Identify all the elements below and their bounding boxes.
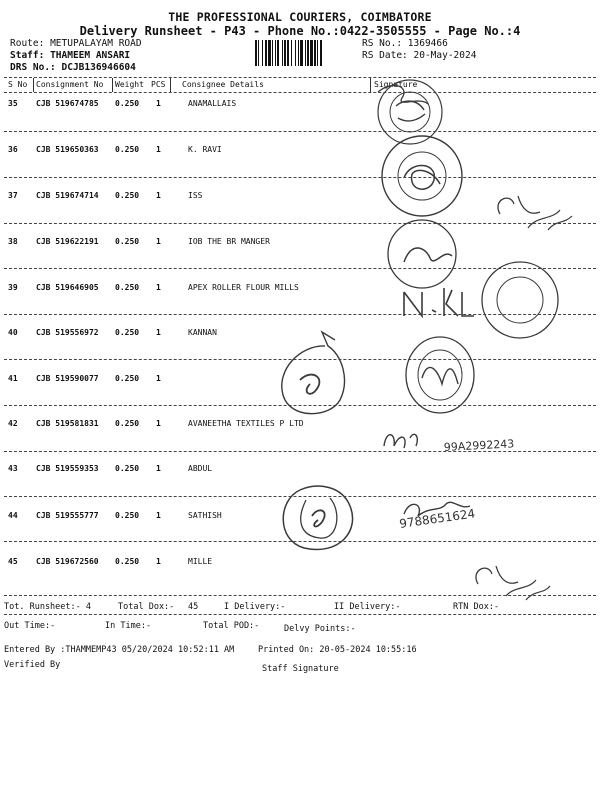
staff-line — [10, 50, 130, 61]
row-consignment-no: CJB 519556972 — [36, 328, 99, 337]
barcode-bar — [305, 40, 306, 66]
row44-handwritten-number: 9788651624 — [398, 506, 477, 531]
company-seal-stamp — [406, 337, 474, 413]
staff-value: THAMEEM ANSARI — [50, 50, 131, 61]
row-sno: 38 — [8, 237, 18, 246]
row-sno: 37 — [8, 191, 18, 200]
barcode-image — [255, 40, 355, 66]
bank-seal-stamp — [388, 220, 456, 288]
signature-mark — [498, 196, 572, 230]
header-bottom-rule — [4, 92, 596, 93]
barcode-bar — [291, 40, 292, 66]
barcode-bar — [287, 40, 289, 66]
signature-mark — [384, 434, 417, 448]
row-rule — [4, 541, 596, 542]
row-pcs: 1 — [156, 511, 161, 520]
barcode-bar — [262, 40, 263, 66]
barcode-bar — [284, 40, 286, 66]
barcode-bar — [317, 40, 318, 66]
row-sno: 41 — [8, 374, 18, 383]
row-consignee: AVANEETHA TEXTILES P LTD — [188, 419, 304, 428]
col-weight-header: Weight — [115, 80, 144, 89]
row-sno: 42 — [8, 419, 18, 428]
row-pcs: 1 — [156, 464, 161, 473]
row-rule — [4, 595, 596, 596]
col-pcs-header: PCS — [151, 80, 166, 89]
row-weight: 0.250 — [115, 511, 140, 520]
row-consignment-no: CJB 519646905 — [36, 283, 99, 292]
row-weight: 0.250 — [115, 328, 140, 337]
col-signature-header: Signature — [374, 80, 418, 89]
row-pcs: 1 — [156, 419, 161, 428]
route-line — [10, 38, 142, 49]
col-consignment-header: Consignment No — [36, 80, 104, 89]
total-dox-label: Total Dox:- — [118, 602, 175, 612]
row-weight: 0.250 — [115, 191, 140, 200]
row-rule — [4, 314, 596, 315]
barcode-bar — [265, 40, 267, 66]
barcode-bar — [255, 40, 257, 66]
rs-no-value: 1369466 — [407, 38, 448, 49]
rs-no-label: RS No.: — [362, 38, 403, 49]
header-top-rule — [4, 77, 596, 78]
rs-no-line — [362, 38, 448, 49]
row-pcs: 1 — [156, 145, 161, 154]
row-consignment-no: CJB 519674785 — [36, 99, 99, 108]
row-weight: 0.250 — [115, 99, 140, 108]
row-rule — [4, 451, 596, 452]
row-pcs: 1 — [156, 237, 161, 246]
row-consignment-no: CJB 519581831 — [36, 419, 99, 428]
staff-label: Staff: — [10, 50, 45, 61]
col-divider — [112, 78, 113, 92]
row-rule — [4, 223, 596, 224]
total-dox-value: 45 — [188, 602, 199, 612]
rs-date-label: RS Date: — [362, 50, 408, 61]
total-pod: Total POD:- — [203, 621, 260, 631]
signature-mark — [404, 288, 474, 316]
rs-date-line — [362, 50, 476, 61]
route-label: Route: — [10, 38, 45, 49]
row-sno: 45 — [8, 557, 18, 566]
row-rule — [4, 131, 596, 132]
col-divider — [170, 78, 171, 92]
row-consignee: APEX ROLLER FLOUR MILLS — [188, 283, 299, 292]
tot-runsheet: Tot. Runsheet:- 4 — [4, 602, 91, 612]
verified-by: Verified By — [4, 660, 61, 670]
printed-on: Printed On: 20-05-2024 10:55:16 — [258, 645, 417, 655]
row-weight: 0.250 — [115, 374, 140, 383]
row-sno: 40 — [8, 328, 18, 337]
row-weight: 0.250 — [115, 419, 140, 428]
barcode-bar — [300, 40, 303, 66]
drs-label: DRS No.: — [10, 62, 56, 73]
row-consignee: K. RAVI — [188, 145, 222, 154]
row42-handwritten-number: 99A2992243 — [443, 437, 515, 454]
row-rule — [4, 496, 596, 497]
row-consignee: ANAMALLAIS — [188, 99, 237, 108]
row-sno: 39 — [8, 283, 18, 292]
col-divider — [370, 78, 371, 92]
barcode-bar — [298, 40, 299, 66]
row-consignee: MILLE — [188, 557, 213, 566]
row-consignment-no: CJB 519590077 — [36, 374, 99, 383]
rtn-dox: RTN Dox:- — [453, 602, 500, 612]
row-pcs: 1 — [156, 374, 161, 383]
row-pcs: 1 — [156, 191, 161, 200]
rs-date-value: 20-May-2024 — [413, 50, 477, 61]
row-consignment-no: CJB 519650363 — [36, 145, 99, 154]
row-sno: 44 — [8, 511, 18, 520]
row-sno: 36 — [8, 145, 18, 154]
signature-mark — [282, 332, 345, 414]
row-sno: 43 — [8, 464, 18, 473]
i-delivery: I Delivery:- — [224, 602, 286, 612]
row-pcs: 1 — [156, 557, 161, 566]
barcode-bar — [268, 40, 271, 66]
row-weight: 0.250 — [115, 283, 140, 292]
row-weight: 0.250 — [115, 464, 140, 473]
barcode-bar — [310, 40, 313, 66]
barcode-bar — [314, 40, 316, 66]
staff-signature: Staff Signature — [262, 664, 339, 674]
row-consignee: KANNAN — [188, 328, 217, 337]
company-seal-stamp — [378, 80, 442, 144]
in-time: In Time:- — [105, 621, 152, 631]
barcode-bar — [275, 40, 276, 66]
barcode-bar — [307, 40, 309, 66]
row-sno: 35 — [8, 99, 18, 108]
row-consignment-no: CJB 519559353 — [36, 464, 99, 473]
col-consignee-header: Consignee Details — [182, 80, 264, 89]
company-title: THE PROFESSIONAL COURIERS, COIMBATORE — [168, 10, 432, 24]
row-rule — [4, 405, 596, 406]
row-rule — [4, 177, 596, 178]
row-pcs: 1 — [156, 328, 161, 337]
entered-by: Entered By :THAMMEMP43 05/20/2024 10:52:11 AM — [4, 645, 235, 655]
signature-mark — [404, 502, 470, 516]
ii-delivery: II Delivery:- — [334, 602, 401, 612]
row-consignment-no: CJB 519622191 — [36, 237, 99, 246]
row-weight: 0.250 — [115, 145, 140, 154]
col-sno-header: S No — [8, 80, 28, 89]
row-consignee: ABDUL — [188, 464, 213, 473]
row-consignee: SATHISH — [188, 511, 222, 520]
row-rule — [4, 359, 596, 360]
drs-line — [10, 62, 136, 73]
row-weight: 0.250 — [115, 557, 140, 566]
summary-rule — [4, 614, 596, 615]
barcode-bar — [320, 40, 322, 66]
delvy-points: Delvy Points:- — [284, 624, 356, 634]
barcode-bar — [258, 40, 259, 66]
row-rule — [4, 268, 596, 269]
barcode-bar — [277, 40, 279, 66]
row-consignee: IOB THE BR MANGER — [188, 237, 270, 246]
row-pcs: 1 — [156, 99, 161, 108]
row-consignment-no: CJB 519555777 — [36, 511, 99, 520]
row-pcs: 1 — [156, 283, 161, 292]
runsheet-title: Delivery Runsheet - P43 - Phone No.:0422-3505555 - Page No.:4 — [79, 24, 521, 38]
route-value: METUPALAYAM ROAD — [50, 38, 142, 49]
barcode-bar — [295, 40, 296, 66]
out-time: Out Time:- — [4, 621, 56, 631]
row-consignment-no: CJB 519674714 — [36, 191, 99, 200]
row-weight: 0.250 — [115, 237, 140, 246]
row-consignment-no: CJB 519672560 — [36, 557, 99, 566]
barcode-bar — [282, 40, 283, 66]
company-seal-stamp — [482, 262, 558, 338]
barcode-bar — [272, 40, 273, 66]
row-consignee: ISS — [188, 191, 203, 200]
drs-value: DCJB136946604 — [61, 62, 136, 73]
company-seal-stamp — [382, 136, 462, 216]
col-divider — [33, 78, 34, 92]
